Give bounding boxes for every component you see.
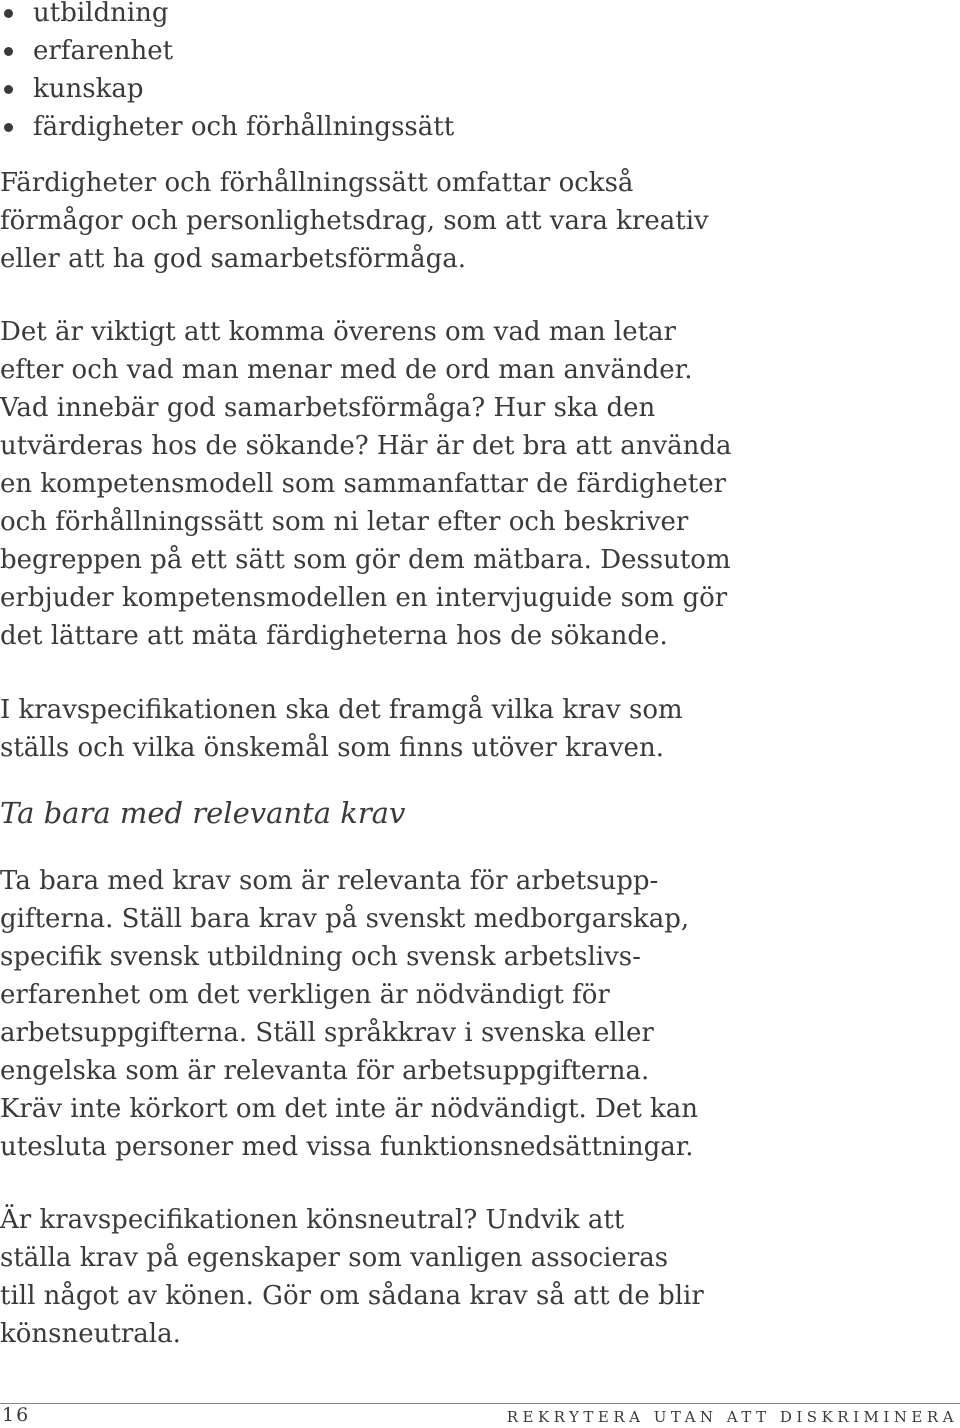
footer-divider: [0, 1403, 960, 1404]
bullet-icon: [4, 85, 13, 94]
paragraph-gender-neutral: [0, 1201, 704, 1353]
text-line: eller att ha god samarbetsförmåga.: [0, 244, 466, 274]
list-item: [0, 0, 960, 32]
text-line: och förhållningssätt som ni letar efter och beskriver: [0, 507, 689, 537]
text-line: en kompetensmodell som sammanfattar de färdigheter: [0, 469, 727, 499]
text-line: arbetsuppgifterna. Ställ språkkrav i svenska eller: [0, 1018, 654, 1048]
text-line: Vad innebär god samarbetsförmåga? Hur ska den: [0, 393, 656, 423]
page-number: 16: [2, 1404, 31, 1426]
text-line: till något av könen. Gör om sådana krav så att de blir: [0, 1281, 704, 1311]
list-item-text: färdigheter och förhållningssätt: [33, 112, 455, 142]
text-line: Kräv inte körkort om det inte är nödvändigt. Det kan: [0, 1094, 699, 1124]
paragraph-requirements: [0, 691, 683, 767]
text-line: ställs och vilka önskemål som finns utöver kraven.: [0, 733, 664, 763]
bullet-list: [0, 0, 960, 146]
text-line: ställa krav på egenskaper som vanligen associeras: [0, 1243, 669, 1273]
text-line: Det är viktigt att komma överens om vad man letar: [0, 317, 676, 347]
bullet-icon: [4, 123, 13, 132]
list-item-text: erfarenhet: [33, 36, 174, 66]
text-line: gifterna. Ställ bara krav på svenskt medborgarskap,: [0, 904, 690, 934]
running-title: REKRYTERA UTAN ATT DISKRIMINERA: [506, 1408, 958, 1426]
list-item: [0, 70, 960, 108]
text-line: erfarenhet om det verkligen är nödvändigt för: [0, 980, 610, 1010]
paragraph-competence-model: [0, 313, 732, 655]
section-heading: Ta bara med relevanta krav: [0, 796, 406, 830]
text-line: utvärderas hos de sökande? Här är det bra att använda: [0, 431, 732, 461]
text-line: Ta bara med krav som är relevanta för arbetsupp-: [0, 866, 659, 896]
text-line: det lättare att mäta färdigheterna hos de sökande.: [0, 621, 668, 651]
list-item: [0, 108, 960, 146]
paragraph-relevant-requirements: [0, 862, 698, 1166]
text-line: engelska som är relevanta för arbetsuppgifterna.: [0, 1056, 650, 1086]
text-line: utesluta personer med vissa funktionsnedsättningar.: [0, 1132, 694, 1162]
text-line: Färdigheter och förhållningssätt omfattar också: [0, 168, 634, 198]
text-line: erbjuder kompetensmodellen en intervjuguide som gör: [0, 583, 728, 613]
paragraph-abilities: [0, 164, 709, 278]
text-line: Är kravspecifikationen könsneutral? Undvik att: [0, 1205, 625, 1235]
text-line: I kravspecifikationen ska det framgå vilka krav som: [0, 695, 683, 725]
text-line: specifik svensk utbildning och svensk arbetslivs-: [0, 942, 641, 972]
text-line: könsneutrala.: [0, 1319, 181, 1349]
text-line: efter och vad man menar med de ord man använder.: [0, 355, 693, 385]
list-item-text: kunskap: [33, 74, 144, 104]
text-line: förmågor och personlighetsdrag, som att vara kreativ: [0, 206, 709, 236]
bullet-icon: [4, 9, 13, 18]
bullet-icon: [4, 47, 13, 56]
text-line: begreppen på ett sätt som gör dem mätbara. Dessutom: [0, 545, 731, 575]
list-item-text: utbildning: [33, 0, 169, 28]
list-item: [0, 32, 960, 70]
